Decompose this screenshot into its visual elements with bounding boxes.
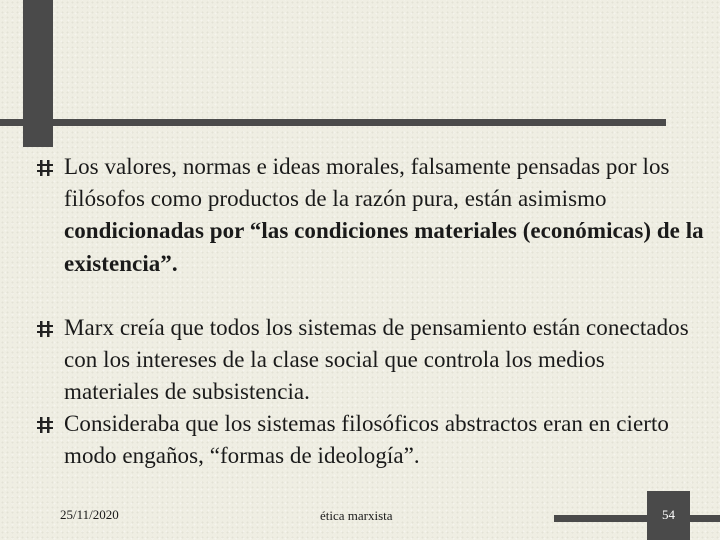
bullet-item [64, 312, 704, 409]
footer-rule [554, 515, 720, 522]
footer-date: 25/11/2020 [60, 507, 119, 522]
bullet-item [64, 151, 704, 280]
footer-title: ética marxista [320, 508, 393, 523]
bullet-item [64, 408, 704, 472]
bullet-bold-text: condicionadas por “las condiciones materiales (económicas) de la existencia”. [64, 218, 704, 276]
bullet-text: Consideraba que los sistemas filosóficos abstractos eran en cierto modo engaños, “formas de ideología”. [64, 411, 669, 469]
title-rule [0, 119, 666, 126]
hash-bullet-icon [35, 158, 55, 178]
hash-bullet-icon [35, 415, 55, 435]
page-number: 54 [662, 507, 675, 522]
bullet-text: Los valores, normas e ideas morales, falsamente pensadas por los filósofos como productos de la razón pura, están asimismo [64, 154, 670, 212]
bullet-text: Marx creía que todos los sistemas de pensamiento están conectados con los intereses de la clase social que controla los medios materiales de subsistencia. [64, 315, 689, 405]
hash-bullet-icon [35, 319, 55, 339]
